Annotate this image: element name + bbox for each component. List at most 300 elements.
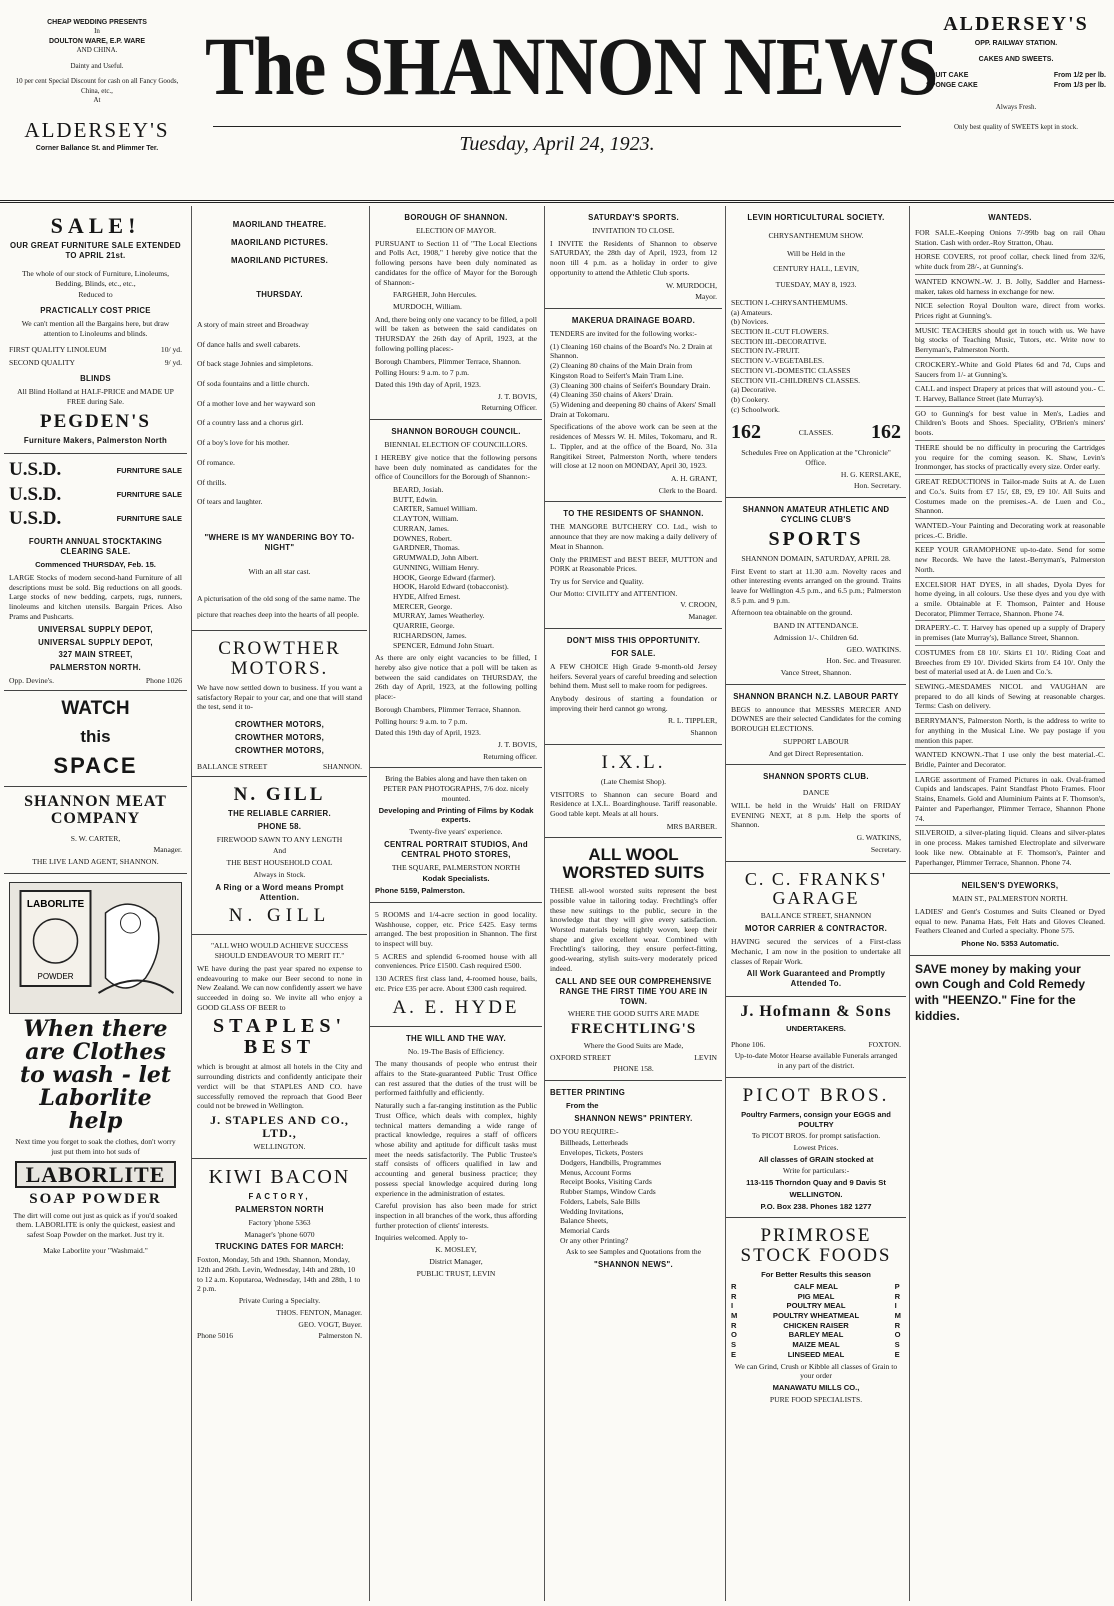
ad-text: Factory 'phone 5363 bbox=[248, 1217, 311, 1227]
ad-text: A FEW CHOICE High Grade 9-month-old Jersey heifers. Several years of careful breeding and selection behind them. Must sell to make room for pedigrees. bbox=[550, 661, 717, 691]
horticultural-show-ad bbox=[726, 206, 906, 498]
ad-address: Corner Ballance St. and Plimmer Ter. bbox=[35, 144, 159, 152]
ad-text: BEGS to announce that MESSRS MERCER AND DOWNES are their selected Candidates for the coming BOROUGH ELECTIONS. bbox=[731, 704, 901, 734]
ad-product: STAPLES' BEST bbox=[213, 1015, 346, 1059]
article-signature: K. MOSLEY, bbox=[435, 1245, 477, 1255]
ad-phone: Phone 5159, Palmerston. bbox=[375, 886, 465, 896]
ad-footer bbox=[197, 1331, 362, 1341]
notice-text: And, there being only one vacancy to be filled, a poll will be taken as between the said candidates on THURSDAY the 26th day of April, 1923, at the following polling places:- bbox=[375, 314, 537, 353]
watch-text: SPACE bbox=[53, 753, 138, 779]
ad-subhead: CALL AND SEE OUR COMPREHENSIVE RANGE THE FIRST TIME YOU ARE IN TOWN. bbox=[555, 976, 712, 1006]
classified-ad: COSTUMES from £8 10/. Skirts £1 10/. Riding Coat and Breeches from £9 10/. Divided Skirts from £4 10/. Only the best of material used at A. de Luen and Co.'s. bbox=[915, 646, 1105, 680]
classified-ad: DRAPERY.-C. T. Harvey has opened up a supply of Drapery in premises (late Murray's), Ballance Street, Shannon. bbox=[915, 621, 1105, 645]
classified-ad: GO to Gunning's for best value in Men's, Ladies and Children's Boots and Shoes. Speciality, O'Brien's miners' boots. bbox=[915, 407, 1105, 441]
ad-subhead: All Work Guaranteed and Promptly Attended To. bbox=[746, 969, 886, 989]
price-value: 10/ yd. bbox=[160, 344, 182, 354]
ad-text: We can't mention all the Bargains here, but draw attention to Linoleums and blinds. bbox=[21, 319, 170, 338]
product-grid bbox=[731, 1282, 901, 1360]
ad-address: WELLINGTON. bbox=[789, 1189, 843, 1199]
ad-text: Of romance. bbox=[197, 457, 235, 467]
ad-line: 10 per cent Special Discount for cash on all Fancy Goods, China, etc., bbox=[15, 77, 179, 95]
article-text: Naturally such a far-ranging institution as the Public Trust Office, which deals with complex, highly technical matters demanding a wide range of practical knowledge, requires a staff of officers whose ability and aptitude for difficult tasks must meet the needs satisfactorily. The Public Trustee's staff consists of officers qualified in law and accounting and general business practice; they possess special knowledge acquired during long experience in the administration of estates. bbox=[375, 1101, 537, 1198]
ad-line: AND CHINA. bbox=[76, 46, 118, 55]
ad-firm-name: CROWTHER MOTORS, bbox=[234, 746, 325, 756]
ad-subhead: BLINDS bbox=[80, 374, 111, 384]
classified-ad: NICE selection Royal Doulton ware, direct from works. Prices right at Gunning's. bbox=[915, 299, 1105, 323]
classified-ad: WANTED.-Your Painting and Decorating work at reasonable prices.-C. Bridle. bbox=[915, 519, 1105, 543]
ad-firm-name: PICOT BROS. bbox=[742, 1084, 890, 1106]
notice-signature: W. MURDOCH, bbox=[666, 280, 717, 290]
ad-footer bbox=[550, 1053, 717, 1063]
ad-subhead: OUR GREAT FURNITURE SALE EXTENDED TO APRIL 21st. bbox=[10, 241, 181, 261]
ad-firm-name: CROWTHER MOTORS, bbox=[234, 720, 325, 730]
public-trust-article bbox=[370, 1027, 542, 1285]
butchery-notice bbox=[545, 502, 722, 628]
price-value: 9/ yd. bbox=[164, 358, 182, 368]
ad-text: DO YOU REQUIRE:- bbox=[550, 1126, 619, 1136]
ad-footer bbox=[731, 1040, 901, 1050]
ad-firm-name: SHANNON NEWS" PRINTERY. bbox=[574, 1113, 693, 1123]
ad-text: Afternoon tea obtainable on the ground. bbox=[731, 608, 853, 618]
ad-headline: LEVIN HORTICULTURAL SOCIETY. bbox=[747, 213, 885, 222]
notice-headline: TO THE RESIDENTS OF SHANNON. bbox=[563, 509, 704, 519]
ad-text: From the bbox=[566, 1101, 599, 1111]
class-count: 162 bbox=[871, 421, 901, 444]
classified-ad: CALL and inspect Drapery at prices that will astound you.- C. T. Harvey, Ballance Street (late Murray's). bbox=[915, 382, 1105, 406]
classified-ad: GREAT REDUCTIONS in Tailor-made Suits at A. de Luen and Co.'s. Suits from £7 15/, £8, £9, £9 10/. All Suits and Costumes made on the premises.-A. de Luen and Co., Shannon. bbox=[915, 475, 1105, 519]
article-text: The many thousands of people who entrust their affairs to the State-guaranteed Public Trust Office can rest assured that the duties of the trust will be performed faithfully and efficiently. bbox=[375, 1059, 537, 1098]
ad-firm-name: CENTRAL PORTRAIT STUDIOS, And CENTRAL PHOTO STORES, bbox=[384, 839, 528, 859]
heenzo-ad bbox=[910, 956, 1110, 1030]
tender-list: (1) Cleaning 160 chains of the Board's No. 2 Drain at Shannon. (2) Cleaning 80 chains of the Main Drain from Kingston Road to Seifert's Main Tram Line. (3) Cleaning 300 chains of Seifert's Boundary Drain. (4) Cleaning 350 chains of Akers' Drain. (5) Widening and deepening 80 chains of Akers' Small Drain at Tokomaru. bbox=[550, 341, 716, 419]
ad-firm-name: J. STAPLES AND CO., LTD., bbox=[210, 1113, 349, 1140]
ad-firm-name: UNIVERSAL SUPPLY DEPOT, bbox=[38, 637, 153, 647]
ad-headline: DON'T MISS THIS OPPORTUNITY. bbox=[566, 635, 701, 645]
price-row bbox=[9, 345, 182, 355]
ad-text: Admission 1/-. Children 6d. bbox=[773, 632, 859, 642]
price-item: SECOND QUALITY bbox=[9, 358, 76, 368]
ad-address: BALLANCE STREET bbox=[197, 762, 268, 772]
ad-address: 113-115 Thorndon Quay and 9 Davis St bbox=[746, 1178, 886, 1188]
watch-text: WATCH bbox=[61, 698, 130, 720]
classified-ad: EXCELSIOR HAT DYES, in all shades, Dyola Dyes for home dyeing, in all colours. Use these dyes and you dye with a smile. Obtainable at F. Thomson, Painter and House Decorator, Plimmer Terrace, Shannon. Phone 74. bbox=[915, 578, 1105, 622]
ad-text: We can Grind, Crush or Kibble all classes of Grain to your order bbox=[734, 1361, 898, 1381]
classified-ad: THERE should be no difficulty in procuring the Cartridges you require for the coming season. K. Shaw, Levin's Ironmonger, has stocks of practically every size. Order early. bbox=[915, 441, 1105, 475]
ad-subhead: DANCE bbox=[802, 788, 830, 798]
ad-text: Of thrills. bbox=[197, 477, 227, 487]
ad-text: Reduced to bbox=[78, 290, 113, 300]
ad-text: To PICOT BROS. for prompt satisfaction. bbox=[751, 1131, 881, 1141]
notice-role: Clerk to the Board. bbox=[658, 485, 717, 495]
ad-firm-name: C. C. FRANKS' GARAGE bbox=[744, 868, 888, 908]
classified-ad: BERRYMAN'S, Palmerston North, is the address to write to for anything in the Musical Line. We pay postage if you mention this paper. bbox=[915, 714, 1105, 748]
ad-subhead: FOR SALE. bbox=[611, 648, 656, 658]
ad-subhead: (Late Chemist Shop). bbox=[600, 776, 667, 786]
notice-role: Mayor. bbox=[695, 292, 717, 302]
ad-text: Poultry Farmers, consign your EGGS and POULTRY bbox=[741, 1109, 891, 1129]
ad-headline: MAORILAND PICTURES. bbox=[230, 237, 329, 247]
candidate-list: BEARD, Josiah. BUTT, Edwin. CARTER, Samuel William. CLAYTON, William. CURRAN, James. DOWNES, Robert. GARDNER, Thomas. GRUMWALD, John Albert. GUNNING, William Henry. HOOK, George Edward (farmer). HOOK, Harold Edward (tobacconist). HYDE, Alfred Ernest. MERCER, George. MURRAY, James Weatherley. QUARRIE, George. RICHARDSON, James. SPENCER, Edmund John Stuart. bbox=[393, 485, 509, 650]
ad-firm-name: N. GILL bbox=[228, 905, 331, 927]
ad-text: TUESDAY, MAY 8, 1923. bbox=[775, 280, 857, 290]
ad-text: WILL be held in the Wruids' Hall on FRIDAY EVENING NEXT, at 8 p.m. Help the sports of Shannon. bbox=[731, 801, 901, 830]
package-brand: LABORLITE bbox=[26, 898, 85, 910]
ad-firm-name: A. E. HYDE bbox=[392, 996, 520, 1018]
ixl-boarding-ad bbox=[545, 745, 722, 839]
ad-text: Of soda fountains and a little church. bbox=[197, 379, 310, 389]
ad-text: Where the Good Suits are Made, bbox=[583, 1040, 684, 1050]
ad-headline: SHANNON SPORTS CLUB. bbox=[763, 772, 869, 782]
notice-text: PURSUANT to Section 11 of "The Local Elections and Polls Act, 1908," I hereby give notice that the following persons have been duly nominated as candidates for the office of Mayor for the Borough of Shannon:- bbox=[375, 238, 537, 287]
council-election-notice bbox=[370, 420, 542, 768]
notice-text: Dated this 19th day of April, 1923. bbox=[375, 728, 481, 738]
primrose-stock-foods-ad bbox=[726, 1218, 906, 1410]
ad-subhead: MOTOR CARRIER & CONTRACTOR. bbox=[744, 924, 888, 934]
ad-text: With an all star cast. bbox=[248, 567, 311, 576]
article-headline: THE WILL AND THE WAY. bbox=[405, 1033, 506, 1043]
ad-text: Manager. bbox=[153, 845, 182, 855]
ad-text: Private Curing a Specialty. bbox=[238, 1296, 321, 1306]
usd-mark: U.S.D. bbox=[9, 507, 62, 529]
kiwi-bacon-ad bbox=[192, 1159, 367, 1345]
ad-text: FIREWOOD SAWN TO ANY LENGTH bbox=[216, 834, 343, 844]
notice-headline: SHANNON BOROUGH COUNCIL. bbox=[391, 427, 521, 437]
ad-headline: MAORILAND PICTURES. bbox=[230, 255, 329, 265]
ad-address: FOXTON. bbox=[868, 1039, 901, 1049]
package-label: POWDER bbox=[37, 971, 74, 981]
title-rule bbox=[213, 126, 901, 127]
laborlite-package-image bbox=[10, 883, 181, 1013]
listing: 5 ACRES and splendid 6-roomed house with all conveniences. Price £1500. Cash required £500. bbox=[375, 951, 537, 971]
ad-text: WHERE THE GOOD SUITS ARE MADE bbox=[567, 1009, 700, 1019]
ad-text: A picturisation of the old song of the same name. The picture that reaches deep into the hearts of all people. bbox=[197, 593, 360, 620]
picot-bros-ad bbox=[726, 1078, 906, 1218]
hyde-land-agent-ad bbox=[370, 903, 542, 1027]
ad-text: Manager's 'phone 6070 bbox=[244, 1229, 315, 1239]
ad-text: The whole of our stock of Furniture, Linoleums, Bedding, Blinds, etc., etc., bbox=[22, 269, 169, 288]
issue-date: Tuesday, April 24, 1923. bbox=[459, 133, 655, 155]
price-item: FRUIT CAKE bbox=[926, 72, 969, 80]
ad-subhead: FOURTH ANNUAL STOCKTAKING CLEARING SALE. bbox=[28, 537, 163, 557]
ad-phone: Phone No. 5353 Automatic. bbox=[961, 939, 1059, 949]
ad-line: In bbox=[94, 27, 100, 36]
ad-address: THE SQUARE, PALMERSTON NORTH bbox=[391, 862, 521, 872]
ad-line: DOULTON WARE, E.P. WARE bbox=[48, 37, 146, 45]
wanteds-section bbox=[910, 206, 1110, 874]
ad-text: Up-to-date Motor Hearse available Funerals arranged in any part of the district. bbox=[734, 1051, 898, 1071]
column-5 bbox=[725, 206, 906, 1601]
ad-text: Of tears and laughter. bbox=[197, 497, 263, 507]
column-2 bbox=[191, 206, 367, 1601]
ad-text: HAVING secured the services of a First-class Mechanic, I am now in the position to undertake all classes of Repair Work. bbox=[731, 937, 901, 966]
ad-address: MAIN ST., PALMERSTON NORTH. bbox=[952, 894, 1068, 904]
price-item: FIRST QUALITY LINOLEUM bbox=[9, 344, 107, 354]
notice-role: Manager. bbox=[688, 612, 717, 622]
usd-mark: U.S.D. bbox=[9, 483, 62, 505]
notice-signature: J. T. BOVIS, bbox=[497, 740, 537, 749]
printing-ad bbox=[545, 1081, 722, 1277]
column-6 bbox=[909, 206, 1110, 1601]
masthead-right-ad bbox=[926, 10, 1106, 132]
athletic-sports-ad bbox=[726, 498, 906, 685]
ad-text: All Blind Holland at HALF-PRICE and MADE UP FREE during Sale. bbox=[17, 387, 174, 406]
notice-text: Specifications of the above work can be seen at the residences of Messrs W. H. Miles, Tokomaru, and R. L. Tippler, and at the office of the Board, No. 31a Rangitikei Street, Palmerston North, where tenders will close at 12 noon on MONDAY, April 30, 1923. bbox=[550, 422, 717, 471]
ad-address: OXFORD STREET bbox=[550, 1052, 611, 1062]
ad-title: SPORTS bbox=[768, 527, 864, 550]
watch-text: this bbox=[80, 726, 111, 746]
ad-headline: SALE! bbox=[50, 213, 141, 238]
article-signature: District Manager, bbox=[429, 1256, 483, 1266]
ad-address: 327 MAIN STREET, bbox=[58, 650, 133, 660]
usd-row bbox=[9, 458, 182, 482]
frechtling-suits-ad bbox=[545, 838, 722, 1081]
acrostic-left: R R I M R O S E bbox=[731, 1281, 738, 1359]
ad-text: Next time you forget to soak the clothes, don't worry just put them into hot suds of bbox=[15, 1137, 176, 1157]
ad-text: Of back stage Johnies and simpletons. bbox=[197, 359, 313, 369]
saturday-sports-notice bbox=[545, 206, 722, 309]
notice-text: Only the PRIMEST and BEST BEEF, MUTTON and PORK at Reasonable Prices. bbox=[550, 554, 717, 574]
peter-pan-photos-ad bbox=[370, 768, 542, 902]
n-gill-ad bbox=[192, 777, 367, 936]
ad-phone: Phone 5016 bbox=[197, 1331, 234, 1341]
ad-address: Palmerston N. bbox=[318, 1331, 362, 1341]
ad-headline: BETTER PRINTING bbox=[550, 1088, 626, 1098]
notice-text: Borough Chambers, Plimmer Terrace, Shannon. bbox=[375, 356, 521, 366]
notice-subhead: INVITATION TO CLOSE. bbox=[592, 225, 675, 235]
ad-subhead: THE RELIABLE CARRIER. bbox=[228, 808, 331, 818]
notice-headline: SATURDAY'S SPORTS. bbox=[588, 213, 679, 222]
candidate: MURDOCH, William. bbox=[393, 302, 462, 311]
ad-address: Vance Street, Shannon. bbox=[780, 668, 852, 678]
ad-subhead: UNDERTAKERS. bbox=[786, 1023, 846, 1033]
price-value: From 1/2 per lb. bbox=[1053, 72, 1106, 80]
ad-text: BAND IN ATTENDANCE. bbox=[773, 621, 859, 631]
ad-text: THESE all-wool worsted suits represent the best possible value in tailoring today. Frechtling's offer these new suitings to the public, secure in the knowledge that they will give every satisfaction. Worsted materials being tightly woven, keep their shape and give excellent wear. Combined with Frechtling's tailoring, they ensure perfect-fitting, good-wearing, stylish suits-very moderately priced indeed. bbox=[550, 886, 717, 973]
ad-text: Always in Stock. bbox=[253, 869, 306, 879]
ad-text: Bring the Babies along and have then taken on PETER PAN PHOTOGRAPHS, 7/6 doz. nicely mounted. bbox=[383, 774, 529, 803]
hofmann-undertakers-ad bbox=[726, 997, 906, 1078]
mayor-election-notice bbox=[370, 206, 542, 420]
classes-row bbox=[731, 420, 901, 446]
listing: 5 ROOMS and 1/4-acre section in good locality. Washhouse, copper, etc. Price £425. Easy terms arranged. The best proposition in Shannon. The first to inspect will buy. bbox=[375, 909, 537, 948]
ad-headline: SHANNON AMATEUR ATHLETIC AND CYCLING CLUB'S bbox=[742, 504, 890, 524]
notice-role: Returning officer. bbox=[483, 751, 537, 761]
notice-headline: BOROUGH OF SHANNON. bbox=[404, 213, 508, 222]
ad-text: Ask to see Samples and Quotations from the bbox=[565, 1247, 702, 1257]
ad-role: Hon. Sec. and Treasurer. bbox=[826, 656, 901, 666]
product-list: CALF MEAL PIG MEAL POULTRY MEAL POULTRY WHEATMEAL CHICKEN RAISER BARLEY MEAL MAIZE MEAL LINSEED MEAL bbox=[772, 1281, 860, 1359]
price-row bbox=[926, 71, 1106, 81]
ad-subhead: A Ring or a Word means Prompt Attention. bbox=[215, 882, 344, 902]
crowther-motors-ad bbox=[192, 631, 367, 777]
film-title: "WHERE IS MY WANDERING BOY TO-NIGHT" bbox=[204, 533, 355, 553]
ad-subhead: TRUCKING DATES FOR MARCH: bbox=[214, 1242, 345, 1252]
column-3 bbox=[369, 206, 542, 1601]
ad-firm-name: N. GILL bbox=[233, 783, 326, 805]
ad-phone: Phone 106. bbox=[731, 1039, 766, 1049]
notice-text: TENDERS are invited for the following works:- bbox=[550, 328, 697, 338]
ad-text: Of a mother love and her wayward son bbox=[197, 398, 316, 408]
class-count: 162 bbox=[731, 421, 761, 444]
classified-ad: WANTED KNOWN.-That I use only the best material.-C. Bridle, Painter and Decorator. bbox=[915, 748, 1105, 772]
notice-text: Borough Chambers, Plimmer Terrace, Shannon. bbox=[375, 704, 521, 714]
ad-firm-name: FRECHTLING'S bbox=[570, 1021, 697, 1038]
ad-text: SUPPORT LABOUR bbox=[783, 736, 849, 746]
laborlite-ad bbox=[4, 874, 187, 1262]
ad-subhead: SHANNON DOMAIN, SATURDAY, APRIL 28. bbox=[741, 553, 891, 563]
ad-subhead: For Better Results this season bbox=[761, 1270, 871, 1280]
classified-ad: CROCKERY.-White and Gold Plates 6d and 7d, Cups and Saucers from 1/- at Gunning's. bbox=[915, 358, 1105, 382]
ad-firm-name: KIWI BACON bbox=[208, 1165, 351, 1188]
ad-firm-name: CROWTHER MOTORS. bbox=[218, 638, 341, 680]
newspaper-title: The SHANNON NEWS bbox=[205, 21, 938, 113]
notice-text: I INVITE the Residents of Shannon to observe SATURDAY, the 28th day of April, 1923, from 12 noon till 4 p.m. as a holiday in order to give opportunity to attend the Athletic Club sports. bbox=[550, 238, 717, 277]
article-text: Careful provision has also been made for strict inspection in all branches of the work, thus affording further protection of clients' interests. bbox=[375, 1201, 537, 1230]
ad-signature: H. G. KERSLAKE, bbox=[840, 469, 901, 479]
classified-ad: MUSIC TEACHERS should get in touch with us. We have big stocks of Teaching Music, Tutors, etc. Write now to Berryman's, Palmerston North. bbox=[915, 324, 1105, 358]
ad-text: Kodak Specialists. bbox=[422, 874, 490, 884]
usd-label: FURNITURE SALE bbox=[116, 514, 182, 524]
notice-text: Polling hours: 9 a.m. to 7 p.m. bbox=[375, 716, 468, 726]
ad-signature: MRS BARBER. bbox=[666, 821, 717, 831]
ad-text: GEO. VOGT, Buyer. bbox=[298, 1319, 362, 1329]
ad-line: Dainty and Useful. bbox=[70, 61, 124, 70]
notice-signature: A. H. GRANT, bbox=[670, 474, 717, 484]
classified-ad: LARGE assortment of Framed Pictures in oak. Oval-framed Cupids and landscapes. Paint Standfast Photo Frames. Floor Stains, Enamels. Gold and Aluminium Paints at F. Thomson's, Painter and Paperhanger, Plimmer Terrace, Shannon Phone 74. bbox=[915, 773, 1105, 827]
ad-role: Secretary. bbox=[870, 844, 901, 854]
ad-firm-name: I.X.L. bbox=[601, 751, 666, 773]
notice-text: Our Motto: CIVILITY and ATTENTION. bbox=[550, 588, 678, 598]
laborlite-illustration bbox=[9, 882, 182, 1014]
usd-sale-ad bbox=[4, 454, 187, 691]
franks-garage-ad bbox=[726, 862, 906, 998]
ad-text: Opp. Devine's. bbox=[9, 676, 55, 686]
ad-headline: NEILSEN'S DYEWORKS, bbox=[961, 881, 1059, 891]
notice-role: Returning Officer. bbox=[481, 403, 537, 413]
ad-text: Foxton, Monday, 5th and 19th. Shannon, Monday, 12th and 26th. Levin, Wednesday, 14th and 28th, 10 to 12 a.m. Koputaroa, Wednesday, 14th and 28th, 1 to 2 p.m. bbox=[197, 1255, 361, 1294]
ad-address: Shannon bbox=[690, 728, 717, 738]
ad-headline: MAORILAND THEATRE. bbox=[232, 220, 327, 229]
ad-address: WELLINGTON. bbox=[253, 1142, 306, 1152]
ad-signature: GEO. WATKINS. bbox=[846, 644, 901, 654]
column-4 bbox=[544, 206, 722, 1601]
notice-text: As there are only eight vacancies to be filled, I hereby also give notice that a poll will be taken as between the said candidates on THURSDAY, the 26th day of April, 1923, at the following polling place:- bbox=[375, 653, 537, 702]
ad-address: LEVIN bbox=[694, 1052, 717, 1062]
ad-name: ALDERSEY'S bbox=[24, 117, 170, 142]
usd-mark: U.S.D. bbox=[9, 459, 62, 481]
ad-firm-name: "SHANNON NEWS". bbox=[593, 1260, 674, 1270]
classes-label: CLASSES. bbox=[798, 428, 834, 438]
ad-text: Of a country lass and a chorus girl. bbox=[197, 418, 304, 428]
notice-text: Try us for Service and Quality. bbox=[550, 577, 644, 587]
ad-text: THE LIVE LAND AGENT, SHANNON. bbox=[32, 857, 159, 867]
ad-text: CENTURY HALL, LEVIN, bbox=[773, 264, 859, 274]
ad-firm-name: J. Hofmann & Sons bbox=[740, 1003, 892, 1021]
ad-text: Lowest Prices. bbox=[793, 1142, 839, 1152]
laborlite-slogan: When there are Clothes to wash - let Laborlite help bbox=[19, 1015, 172, 1135]
masthead bbox=[0, 0, 1114, 203]
classified-ad: KEEP YOUR GRAMOPHONE up-to-date. Send for some new Records. We have the latest.-Berryman's, Palmerston North. bbox=[915, 543, 1105, 577]
classified-ad: WANTED KNOWN.-W. J. B. Jolly, Saddler and Harness-maker, takes old harness in exchange for new. bbox=[915, 275, 1105, 299]
notice-headline: MAKERUA DRAINAGE BOARD. bbox=[571, 316, 696, 325]
neilsen-dyeworks-ad bbox=[910, 874, 1110, 956]
heifers-for-sale-ad bbox=[545, 629, 722, 745]
candidate: FARGHER, John Hercules. bbox=[393, 290, 477, 300]
ad-name: ALDERSEY'S bbox=[943, 13, 1089, 35]
ad-line: CHEAP WEDDING PRESENTS bbox=[47, 19, 147, 26]
masthead-center bbox=[205, 21, 938, 156]
ad-text: Make Laborlite your "Washmaid." bbox=[43, 1245, 148, 1255]
article-signature: PUBLIC TRUST, LEVIN bbox=[416, 1268, 496, 1278]
masthead-left-ad bbox=[8, 18, 186, 153]
usd-label: FURNITURE SALE bbox=[116, 490, 182, 500]
pegden-sale-ad bbox=[4, 206, 187, 454]
laborlite-logo: LABORLITE bbox=[15, 1161, 176, 1188]
notice-signature: J. T. BOVIS, bbox=[497, 391, 537, 401]
ad-text: LADIES' and Gent's Costumes and Suits Cleaned or Dyed equal to new. Panama Hats, Felt Hats and Gloves Cleaned. Feathers Cleaned and Curled a specialty. Phone 575. bbox=[915, 906, 1105, 936]
notice-text: I HEREBY give notice that the following persons have been duly nominated as candidates for the office of Councillors for the Borough of Shannon:- bbox=[375, 452, 537, 482]
ad-headline: ALL WOOL WORSTED SUITS bbox=[562, 845, 705, 883]
classified-ad: SEWING.-MESDAMES NICOL and VAUGHAN are prepared to do all kinds of Sewing at reasonable charges. Terms: Cash on delivery. bbox=[915, 680, 1105, 714]
ad-subhead: FACTORY, bbox=[248, 1191, 311, 1201]
ad-product: SOAP POWDER bbox=[29, 1190, 162, 1207]
ad-text: All classes of GRAIN stocked at bbox=[758, 1154, 874, 1164]
section-headline: WANTEDS. bbox=[988, 213, 1032, 222]
ad-text: WE have during the past year spared no expense to endeavouring to make our Beer second to none in New Zealand. We can now confidently assert we have succeeded in doing so. We invite all who enjoy a GOOD GLASS OF BEER to bbox=[197, 963, 362, 1012]
notice-text: Dated this 19th day of April, 1923. bbox=[375, 380, 481, 390]
price-row bbox=[926, 81, 1106, 91]
article-subhead: No. 19-The Basis of Efficiency. bbox=[407, 1046, 505, 1056]
section-list: SECTION I.-CHRYSANTHEMUMS. (a) Amateurs. (b) Novices. SECTION II.-CUT FLOWERS. SECTION III.-DECORATIVE. SECTION IV.-FRUIT. SECTION V.-VEGETABLES. SECTION VI.-DOMESTIC CLASSES SECTION VII.-CHILDREN'S CLASSES. (a) Decorative. (b) Cookery. (c) Schoolwork. bbox=[731, 297, 861, 414]
notice-text: Polling Hours: 9 a.m. to 7 p.m. bbox=[375, 368, 470, 378]
classified-ad: HORSE COVERS, rot proof collar, check lined from 32/6, white duck from 28/-, at Gunning's. bbox=[915, 250, 1105, 274]
ad-text: Of a boy's love for his mother. bbox=[197, 438, 290, 448]
ad-address: SHANNON. bbox=[322, 762, 362, 772]
classified-ad: FOR SALE.-Keeping Onions 7/-99lb bag on rail Ohau Station. Cash with order.-Roy Stratton, Ohau. bbox=[915, 226, 1105, 250]
ad-subhead: PALMERSTON NORTH bbox=[235, 1204, 324, 1214]
ad-text: Write for particulars:- bbox=[782, 1166, 850, 1176]
ad-footer bbox=[197, 762, 362, 772]
ad-text: Will be Held in the bbox=[787, 248, 845, 258]
notice-subhead: ELECTION OF MAYOR. bbox=[415, 225, 497, 235]
ad-phone: Phone 1026 bbox=[145, 676, 182, 686]
ad-text: Commenced THURSDAY, Feb. 15. bbox=[35, 560, 156, 570]
labour-party-ad bbox=[726, 685, 906, 766]
maoriland-theatre-ad bbox=[192, 206, 367, 631]
ad-text: Developing and Printing of Films by Kodak experts. bbox=[378, 805, 534, 825]
column-1 bbox=[4, 206, 187, 1601]
price-item: SPONGE CAKE bbox=[926, 82, 978, 90]
ad-line: CAKES AND SWEETS. bbox=[978, 56, 1054, 64]
ad-text: Anybody desirous of starting a foundation or improving their herd cannot go wrong. bbox=[550, 694, 717, 713]
watch-this-space bbox=[4, 691, 187, 787]
ad-text: And get Direct Representation. bbox=[768, 748, 864, 758]
ad-signature: G. WATKINS, bbox=[856, 833, 901, 843]
staples-beer-ad bbox=[192, 935, 367, 1159]
ad-text: The dirt will come out just as quick as if you'd soaked them. LABORLITE is only the quickest, easiest and safest Soap Powder on the market. Just try it. bbox=[13, 1210, 178, 1240]
usd-label: FURNITURE SALE bbox=[116, 465, 182, 475]
ad-firm-sub: Furniture Makers, Palmerston North bbox=[23, 436, 168, 446]
ad-subhead: THURSDAY. bbox=[256, 289, 303, 299]
listing: 130 ACRES first class land, 4-roomed house, bails, etc. Price £35 per acre. About £300 cash required. bbox=[375, 974, 537, 993]
ad-text: Schedules Free on Application at the "Chronicle" Office. bbox=[741, 448, 891, 467]
makerua-drainage-notice bbox=[545, 309, 722, 502]
ad-subhead: PHONE 58. bbox=[257, 821, 302, 831]
ad-text: A story of main street and Broadway bbox=[197, 319, 309, 329]
article-text: Inquiries welcomed. Apply to- bbox=[375, 1233, 468, 1243]
ad-role: Hon. Secretary. bbox=[854, 481, 901, 491]
ad-phone: PHONE 158. bbox=[613, 1064, 654, 1074]
